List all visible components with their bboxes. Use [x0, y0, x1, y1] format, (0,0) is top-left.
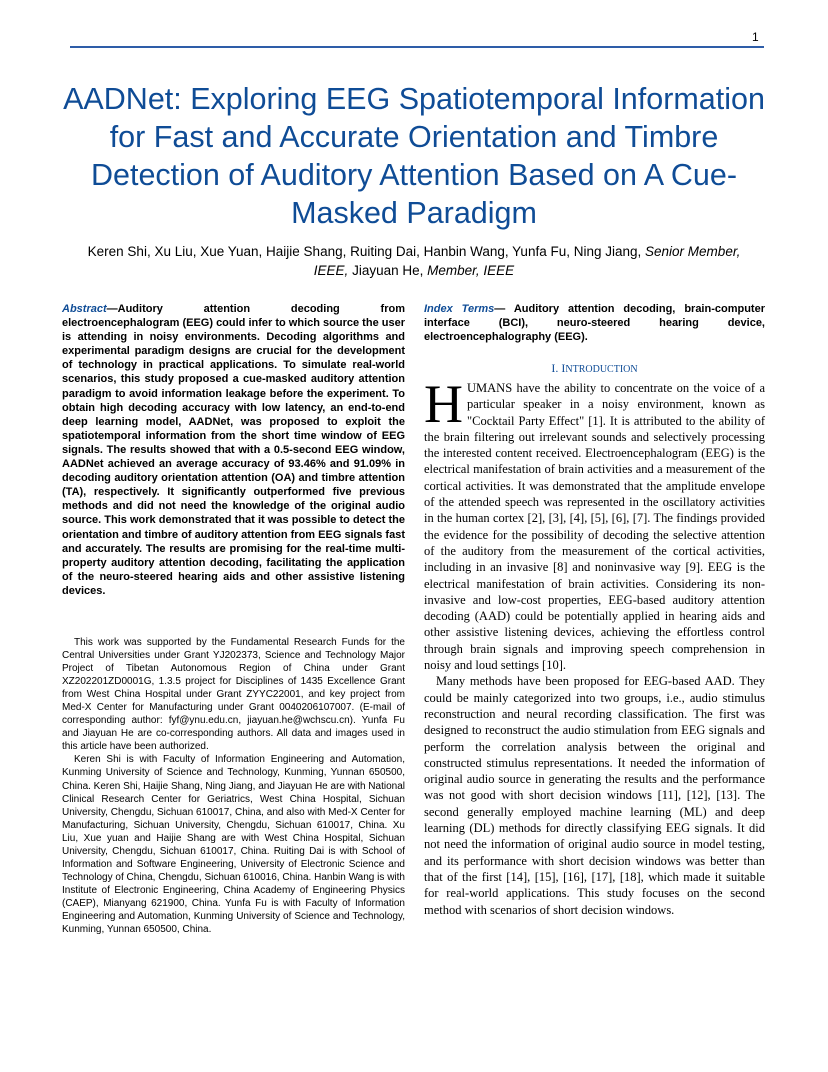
introduction-body: [424, 374, 765, 918]
index-terms-text: — Auditory attention decoding, brain-computer interface (BCI), neuro-steered hearing device, electroencephalography (EEG).: [424, 303, 765, 343]
footnote: [62, 636, 405, 936]
author-names: Keren Shi, Xu Liu, Xue Yuan, Haijie Shang, Ruiting Dai, Hanbin Wang, Yunfa Fu, Ning Jiang,: [87, 244, 642, 259]
section-heading: [424, 361, 765, 376]
index-terms: [424, 302, 765, 344]
intro-paragraph-1: [424, 374, 765, 673]
footnote-affiliations: Keren Shi is with Faculty of Information Engineering and Automation, Kunming University of Science and Technology, Kunming, Yunnan 650500, China. Keren Shi, Haijie Shang, Ning Jiang, and Jiayuan He are with National Clinical Research Center for Geriatrics, West China Hospital, Sichuan University, Chengdu, Sichuan 610017, China, and also with Med-X Center for Manufacturing, Sichuan University, Chengdu, Sichuan 610017, China. Xu Liu, Xue yuan and Haijie Shang are with West China Hospital, Sichuan University, Chengdu, Sichuan 610017, China. Ruiting Dai is with School of Information and Software Engineering, University of Electronic Science and Technology of China, Chengdu, Sichuan 610016, China. Hanbin Wang is with Institute of Electronic Engineering, China Academy of Engineering Physics (CAEP), Mianyang 621900, China. Yunfa Fu is with Faculty of Information Engineering and Automation, Kunming University of Science and Technology, Kunming, Yunnan 650500, China.: [62, 754, 405, 936]
footnote-funding: This work was supported by the Fundamental Research Funds for the Central Universities under Grant YJ202373, Science and Technology Major Project of Tibetan Autonomous Region of China under Grant XZ202201ZD0001G, 1.3.5 project for Disciplines of 1435 Excellence Grant from West China Hospital under Grant ZYYC22001, and key project from Med-X Center for Manufacturing under Grant 0040206107007. (E-mail of corresponding author: fyf@ynu.edu.cn, jiayuan.he@wchscu.cn). Yunfa Fu and Jiayuan He are co-corresponding authors. All data and images used in this article have been authorized.: [62, 637, 405, 753]
header-rule: [70, 46, 764, 48]
intro-paragraph-1-text: have the ability to concentrate on the voice of a particular speaker in a noisy environment, known as "Cocktail Party Effect" [1]. It is attributed to the ability of the brain filtering out irrelevant sounds and selectively processing the interested content received. Electroencephalogram (EEG) is the electrical manifestation of brain activities and a measurement of the cortical activities. It was demonstrated that the amplitude envelope of the attended speech was represented in the oscillatory activities in the human cortex [2], [3], [4], [5], [6], [7]. The findings provided the evidence for the possibility of decoding the selective attention of the auditory from the measurement of the cortical activities, including in an invasive [8] and noninvasive way [9]. EEG is the electrical manifestation of brain activities. Considering its non-invasive and low-cost properties, EEG-based auditory attention decoding (AAD) could be potentially applied in hearing aids and other assistive listening devices, achieving the effortless control through brain signals and improving speech comprehension in noisy and loud settings [10].: [424, 381, 765, 673]
author-senior-member: Senior Member, IEEE,: [313, 244, 741, 278]
intro-first-word: UMANS: [467, 381, 513, 395]
abstract-label: Abstract: [62, 303, 107, 315]
author-member: Member, IEEE: [427, 263, 515, 278]
section-numeral: I.: [551, 361, 559, 375]
index-terms-label: Index Terms: [424, 303, 495, 315]
abstract-text: —Auditory attention decoding from electroencephalogram (EEG) could infer to which source the user is attending in noisy environments. Decoding algorithms and experimental paradigm designs are crucial for the development of technology in practical applications. To simulate real-world scenarios, this study proposed a cue-masked auditory attention paradigm to avoid information leakage before the experiment. To obtain high decoding accuracy with low latency, an end-to-end deep learning model, AADNet, was proposed to exploit the spatiotemporal information from the short time window of EEG signals. The results showed that with a 0.5-second EEG window, AADNet achieved an average accuracy of 93.46% and 91.09% in decoding auditory orientation attention (OA) and timbre attention (TA), respectively. It significantly outperformed five previous methods and did not need the knowledge of the original audio source. This work demonstrated that it was possible to detect the orientation and timbre of auditory attention from EEG signals fast and accurately. The results are promising for the real-time multi-property auditory attention decoding, facilitating the application of the neuro-steered hearing aids and other assistive listening devices.: [62, 303, 405, 597]
paper-title: AADNet: Exploring EEG Spatiotemporal Information for Fast and Accurate Orientation and Timbre Detection of Auditory Attention Based on A Cue-Masked Paradigm: [63, 82, 765, 230]
author-last: Jiayuan He: [352, 263, 420, 278]
section-initial: I: [561, 361, 566, 375]
abstract: [62, 302, 405, 598]
intro-paragraph-2: Many methods have been proposed for EEG-based AAD. They could be mainly categorized into two groups, i.e., audio stimulus reconstruction and neural recording classification. The first was designed to reconstruct the audio stimulation from EEG signals and perform the correlation analysis between the original and constructed stimulus representations. It needed the information of original audio source in generating the results and the performance was not good with short decision windows [11], [12], [13]. The second generally employed machine learning (ML) and deep learning (DL) methods for directly classifying EEG signals. It did not need the information of original audio source in model testing, and its performance with short decision windows was better than that of the first [14], [15], [16], [17], [18], which made it suitable for real-world applications. This study focuses on the second method with scenarios of short decision windows.: [424, 674, 765, 917]
section-title-rest: NTRODUCTION: [565, 364, 638, 375]
drop-cap: H: [424, 374, 463, 434]
author-list: Keren Shi, Xu Liu, Xue Yuan, Haijie Shang, Ruiting Dai, Hanbin Wang, Yunfa Fu, Ning Jiang, Senior Member, IEEE, Jiayuan He, Member, IEEE: [87, 244, 741, 278]
page-number: 1: [752, 30, 759, 44]
